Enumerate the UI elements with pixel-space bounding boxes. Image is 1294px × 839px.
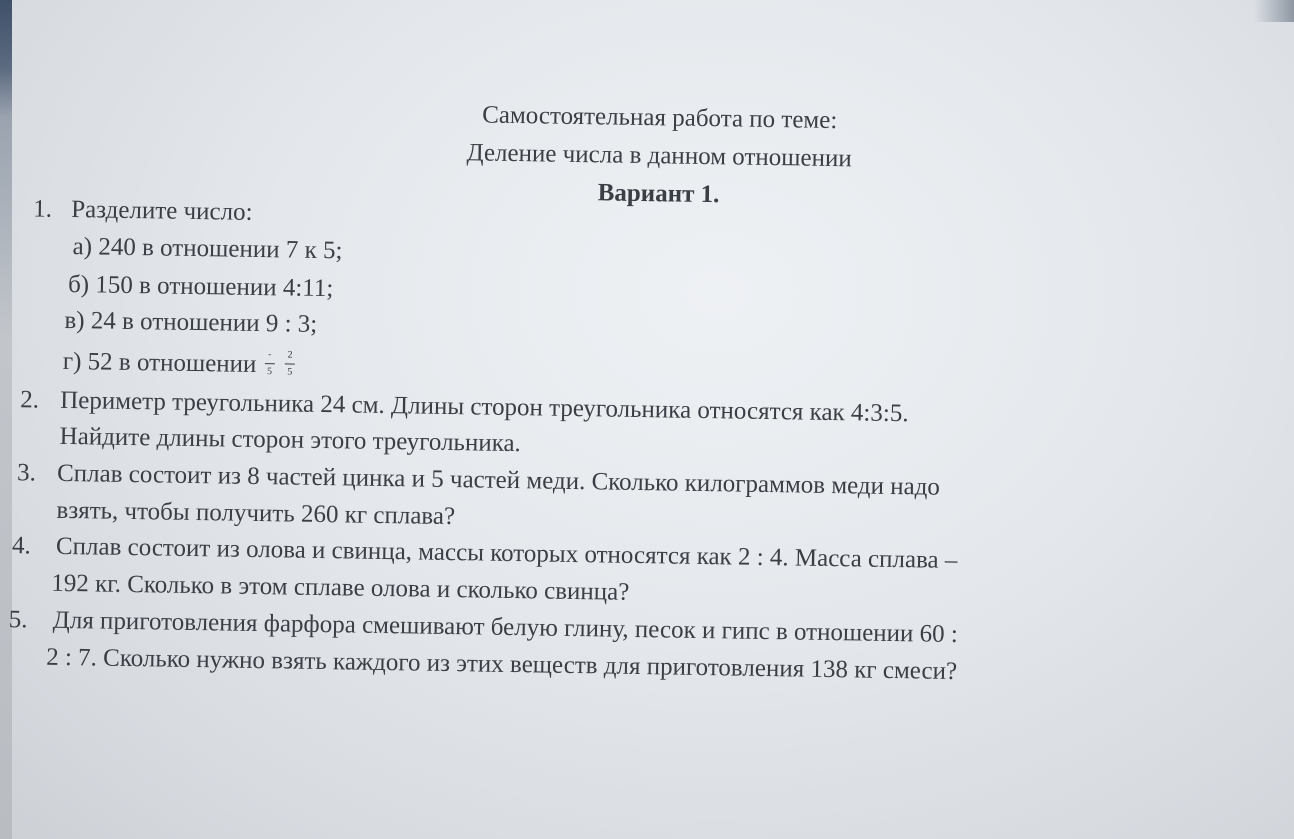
task-1-item-d-text: г) 52 в отношении (62, 347, 257, 378)
fraction-2-bar (285, 363, 295, 364)
task-2-line-1: Периметр треугольника 24 см. Длины сторон треугольника относятся как 4:3:5. (60, 386, 909, 428)
task-2-number: 2. (20, 386, 40, 414)
task-1-item-c: в) 24 в отношении 9 : 3; (64, 306, 318, 338)
task-4-line-1: Сплав состоит из олова и свинца, массы которых относятся как 2 : 4. Масса сплава – (55, 532, 958, 575)
fraction-2-numerator: 2 (287, 349, 293, 361)
task-5-line-1: Для приготовления фарфора смешивают белую глину, песок и гипс в отношении 60 : (52, 606, 959, 649)
task-3-number: 3. (16, 459, 37, 487)
fraction-2 (283, 350, 297, 380)
task-5-number: 5. (8, 606, 28, 634)
task-2-line-2: Найдите длины сторон этого треугольника. (59, 422, 522, 458)
fraction-1-numerator: - (268, 349, 272, 361)
task-1-text: Разделите число: (71, 196, 253, 226)
task-3-line-1: Сплав состоит из 8 частей цинка и 5 частей меди. Сколько килограммов меди надо (56, 459, 941, 501)
header-line-2: Деление числа в данном отношении (466, 139, 852, 173)
fraction-1-denominator: 5 (266, 366, 273, 378)
task-1-item-b: б) 150 в отношении 4:11; (67, 271, 334, 303)
task-4-line-2: 192 кг. Сколько в этом сплаве олова и сколько свинца? (51, 569, 630, 606)
task-1-number: 1. (33, 195, 53, 223)
task-1-item-d (63, 347, 298, 381)
task-4-number: 4. (11, 532, 31, 560)
variant-title: Вариант 1. (597, 179, 720, 209)
fraction-2-denominator: 5 (287, 366, 293, 378)
fraction-1 (262, 350, 276, 380)
header-line-1: Самостоятельная работа по теме: (481, 101, 838, 135)
task-1-item-a: а) 240 в отношении 7 к 5; (72, 233, 343, 265)
task-3-line-2: взять, чтобы получить 260 кг сплава? (56, 496, 456, 531)
task-5-line-2: 2 : 7. Сколько нужно взять каждого из этих веществ для приготовления 138 кг смеси? (45, 643, 958, 686)
fraction-1-bar (265, 363, 275, 364)
